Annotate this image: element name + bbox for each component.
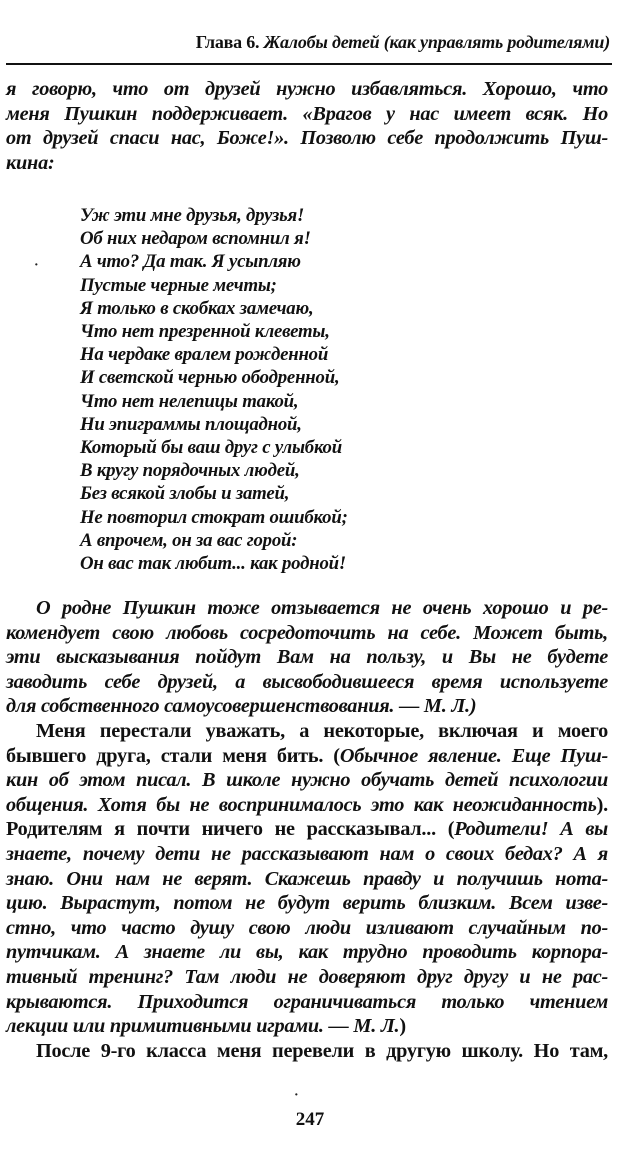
poem-line: Что нет презренной клеветы,: [80, 321, 330, 343]
text-line: кин об этом писал. В школе нужно обучать детей психологии: [6, 769, 608, 792]
stray-dot: ·: [294, 1088, 299, 1103]
text-line: [6, 793, 608, 818]
poem-line: А что? Да так. Я усыпляю: [80, 251, 301, 273]
italic-run: лекции или примитивными играми. — М. Л.: [6, 1015, 400, 1038]
text-line: меня Пушкин поддерживает. «Врагов у нас имеет всяк. Но: [6, 102, 608, 125]
italic-run: общения. Хотя бы не воспринималось это как неожиданность: [6, 793, 597, 816]
header-rule: [6, 63, 612, 65]
poem-line: Не повторил стократ ошибкой;: [80, 506, 348, 528]
text-line: О родне Пушкин тоже отзывается не очень хорошо и ре-: [36, 597, 608, 619]
page-number: 247: [295, 1109, 325, 1130]
text-line: [6, 744, 608, 769]
text-line: я говорю, что от друзей нужно избавляться. Хорошо, что: [6, 78, 608, 100]
italic-run: Обычное явление. Еще Пуш-: [339, 744, 608, 767]
italic-run: Родители! А вы: [454, 818, 608, 841]
text-line: заводить себе друзей, а высвободившееся время используете: [6, 670, 608, 693]
text-line: путчикам. А знаете ли вы, как трудно проводить корпора-: [6, 941, 608, 964]
text-line: знаю. Они нам не верят. Скажешь правду и получишь нота-: [6, 867, 608, 890]
body-paragraph: [6, 719, 608, 1039]
poem-line: Ни эпиграммы площадной,: [80, 413, 302, 435]
text-line: [6, 1014, 608, 1039]
poem-line: Об них недаром вспомнил я!: [80, 228, 311, 250]
text-line: Меня перестали уважать, а некоторые, включая и моего: [36, 720, 608, 742]
poem-quote: [80, 204, 348, 575]
text-run: Родителям я почти ничего не рассказывал... (: [6, 818, 455, 841]
text-line: После 9-го класса меня перевели в другую школу. Но там,: [36, 1040, 608, 1062]
text-run: ): [399, 1015, 406, 1038]
poem-line: И светской чернью ободренной,: [80, 367, 340, 389]
text-line: [6, 817, 608, 842]
poem-line: А впрочем, он за вас горой:: [80, 529, 298, 551]
stray-dot: ·: [34, 258, 39, 273]
chapter-title: Жалобы детей (как управлять родителями): [263, 32, 610, 52]
text-line: знаете, почему дети не рассказывают нам о своих бедах? А я: [6, 842, 608, 865]
text-line: тивный тренинг? Там люди не доверяют друг другу и не рас-: [6, 965, 608, 988]
poem-line: На чердаке вралем рожденной: [80, 344, 329, 366]
chapter-label: Глава 6.: [195, 32, 260, 52]
text-run: бывшего друга, стали меня бить. (: [6, 744, 340, 767]
poem-line: Уж эти мне друзья, друзья!: [80, 205, 305, 226]
running-header: [0, 32, 610, 53]
poem-line: Я только в скобках замечаю,: [80, 297, 314, 319]
poem-line: Пустые черные мечты;: [80, 274, 277, 296]
commentary-paragraph: [6, 596, 608, 719]
text-line: крываются. Приходится ограничиваться только чтением: [6, 990, 608, 1013]
text-line: кина:: [6, 151, 55, 174]
text-line: комендует свою любовь сосредоточить на себе. Может быть,: [6, 621, 608, 644]
text-line: стно, что часто душу свою люди изливают случайным по-: [6, 916, 608, 939]
text-line: для собственного самоусовершенствования. — М. Л.): [6, 695, 477, 718]
text-line: эти высказывания пойдут Вам на пользу, и Вы не будете: [6, 646, 608, 669]
text-line: цию. Вырастут, потом не будут верить близким. Всем изве-: [6, 892, 608, 915]
poem-line: В кругу порядочных людей,: [80, 460, 300, 482]
poem-line: Что нет нелепицы такой,: [80, 390, 299, 412]
text-run: ).: [596, 793, 608, 816]
poem-line: Он вас так любит... как родной!: [80, 553, 346, 575]
intro-paragraph: [6, 77, 608, 175]
poem-line: Без всякой злобы и затей,: [80, 483, 290, 505]
poem-line: Который бы ваш друг с улыбкой: [80, 437, 342, 459]
text-line: от друзей спаси нас, Боже!». Позволю себе продолжить Пуш-: [6, 127, 608, 150]
body-paragraph: [6, 1039, 608, 1064]
